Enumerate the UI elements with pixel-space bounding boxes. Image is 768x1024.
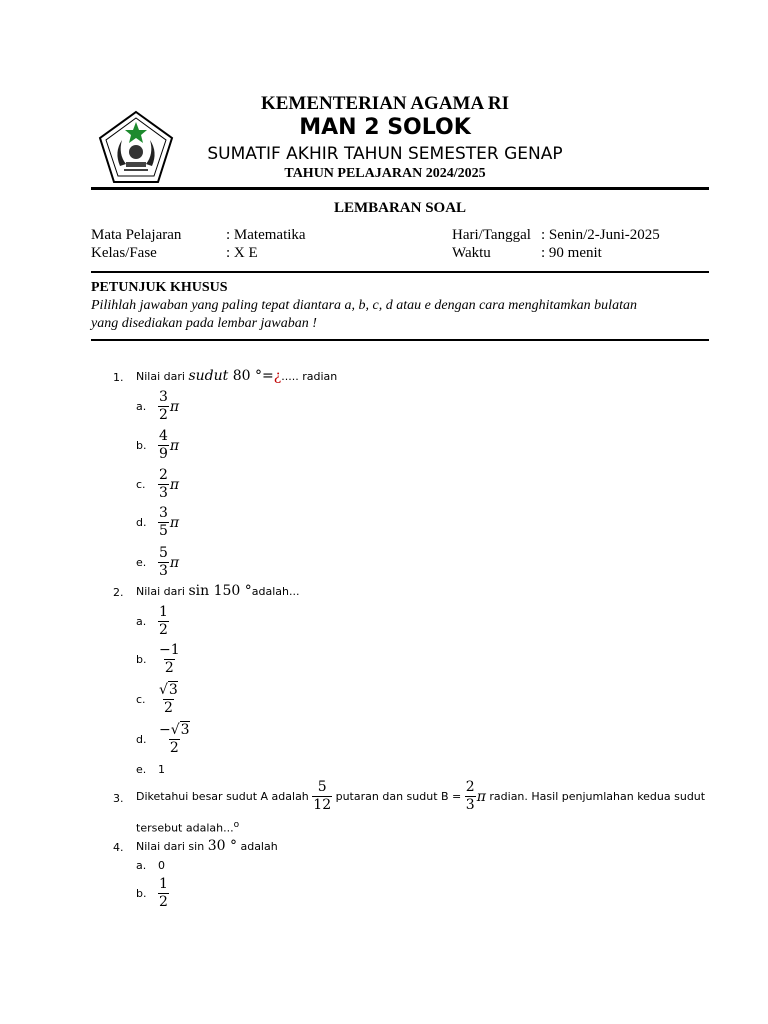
date-value: : Senin/2-Juni-2025	[541, 227, 660, 243]
option-label: b.	[136, 653, 147, 666]
class-label: Kelas/Fase	[91, 245, 157, 261]
option-fraction: $\frac{-1}{2}$	[159, 642, 180, 676]
option-label: e.	[136, 763, 147, 776]
question-1-option-d[interactable]	[136, 505, 179, 540]
question-3-fraction-1: $\frac{5}{12}$	[313, 779, 332, 813]
time-value: : 90 menit	[541, 245, 602, 261]
option-text: 0	[158, 859, 165, 872]
question-4-option-b[interactable]	[136, 876, 169, 911]
option-label: c.	[136, 478, 146, 491]
meta-divider	[91, 271, 709, 273]
option-label: d.	[136, 733, 147, 746]
question-1-math-mark: ¿	[273, 368, 282, 384]
academic-year: TAHUN PELAJARAN 2024/2025	[284, 166, 486, 181]
option-label: a.	[136, 859, 147, 872]
question-2-option-e[interactable]	[136, 763, 165, 776]
option-fraction: $\frac{1}{2}$	[159, 604, 168, 638]
question-4-prefix: Nilai dari sin	[136, 840, 208, 853]
question-3-part-1: Diketahui besar sudut A adalah	[136, 790, 313, 803]
option-label: e.	[136, 556, 147, 569]
option-fraction: $\frac{1}{2}$	[159, 876, 168, 910]
question-4-text	[136, 838, 278, 854]
exam-title: SUMATIF AKHIR TAHUN SEMESTER GENAP	[207, 144, 563, 164]
question-1-suffix: ..... radian	[281, 370, 338, 383]
question-1-option-c[interactable]	[136, 467, 179, 502]
question-4-number: 4.	[113, 841, 124, 854]
date-label: Hari/Tanggal	[452, 227, 531, 243]
subject-label: Mata Pelajaran	[91, 227, 182, 243]
instructions-divider	[91, 339, 709, 341]
option-label: a.	[136, 400, 147, 413]
option-label: a.	[136, 615, 147, 628]
option-fraction: $\frac{-√3}{2}$	[159, 722, 190, 756]
question-1-math-value: 80 °=	[228, 368, 274, 384]
question-2-prefix: Nilai dari	[136, 585, 189, 598]
option-text: 1	[158, 763, 165, 776]
option-fraction: $\frac{√3}{2}$	[159, 682, 178, 716]
option-fraction: $\frac{4}{9}$	[159, 428, 168, 462]
question-3-text	[136, 779, 705, 814]
option-fraction: $\frac{3}{2}$	[159, 389, 168, 423]
time-label: Waktu	[452, 245, 491, 261]
question-3-line-2	[136, 820, 239, 835]
question-2-number: 2.	[113, 586, 124, 599]
question-3-part-3: radian. Hasil penjumlahan kedua sudut	[485, 790, 706, 803]
question-3-part-2: putaran dan sudut B =	[332, 790, 465, 803]
question-2-option-c[interactable]	[136, 682, 179, 717]
sqrt-sign: √	[170, 722, 180, 738]
question-2-option-d[interactable]	[136, 722, 191, 757]
pi-symbol: π	[476, 788, 486, 805]
instructions-line-2: yang disediakan pada lembar jawaban !	[91, 316, 317, 331]
question-1-math-word: sudut	[188, 368, 229, 384]
school-name: MAN 2 SOLOK	[299, 115, 471, 140]
question-3-number: 3.	[113, 792, 124, 805]
question-1-option-a[interactable]	[136, 389, 179, 424]
instructions-title: PETUNJUK KHUSUS	[91, 280, 228, 295]
question-4-suffix: adalah	[236, 840, 278, 853]
pi-symbol: π	[169, 437, 180, 454]
header-divider	[91, 187, 709, 190]
option-label: c.	[136, 693, 146, 706]
question-1-text	[136, 368, 337, 384]
option-label: d.	[136, 516, 147, 529]
question-4-math: 30 °	[207, 838, 237, 854]
question-1-number: 1.	[113, 371, 124, 384]
pi-symbol: π	[169, 476, 180, 493]
pi-symbol: π	[169, 398, 180, 415]
degree-mark: o	[233, 820, 240, 830]
class-value: : X E	[226, 245, 258, 261]
question-3-line-2-text: tersebut adalah...	[136, 821, 234, 835]
question-1-option-e[interactable]	[136, 545, 179, 580]
sqrt-sign: √	[159, 682, 168, 698]
question-4-option-a[interactable]	[136, 859, 165, 872]
sheet-title: LEMBARAN SOAL	[333, 200, 467, 216]
pi-symbol: π	[169, 554, 180, 571]
question-2-option-a[interactable]	[136, 604, 169, 639]
option-fraction: $\frac{2}{3}$	[159, 467, 168, 501]
question-1-prefix: Nilai dari	[136, 370, 189, 383]
question-2-text	[136, 583, 299, 599]
subject-value: : Matematika	[226, 227, 306, 243]
option-label: b.	[136, 439, 147, 452]
ministry-title: KEMENTERIAN AGAMA RI	[260, 93, 510, 114]
instructions-line-1: Pilihlah jawaban yang paling tepat diantara a, b, c, d atau e dengan cara menghitamkan bulatan	[91, 298, 637, 313]
question-3-fraction-2: $\frac{2}{3}$	[465, 779, 475, 813]
option-fraction: $\frac{5}{3}$	[159, 545, 168, 579]
option-label: b.	[136, 887, 147, 900]
pi-symbol: π	[169, 514, 180, 531]
question-1-option-b[interactable]	[136, 428, 179, 463]
question-2-suffix: adalah...	[251, 585, 300, 598]
question-2-math: sin 150 °	[188, 583, 252, 599]
option-fraction: $\frac{3}{5}$	[159, 505, 168, 539]
question-2-option-b[interactable]	[136, 642, 181, 677]
